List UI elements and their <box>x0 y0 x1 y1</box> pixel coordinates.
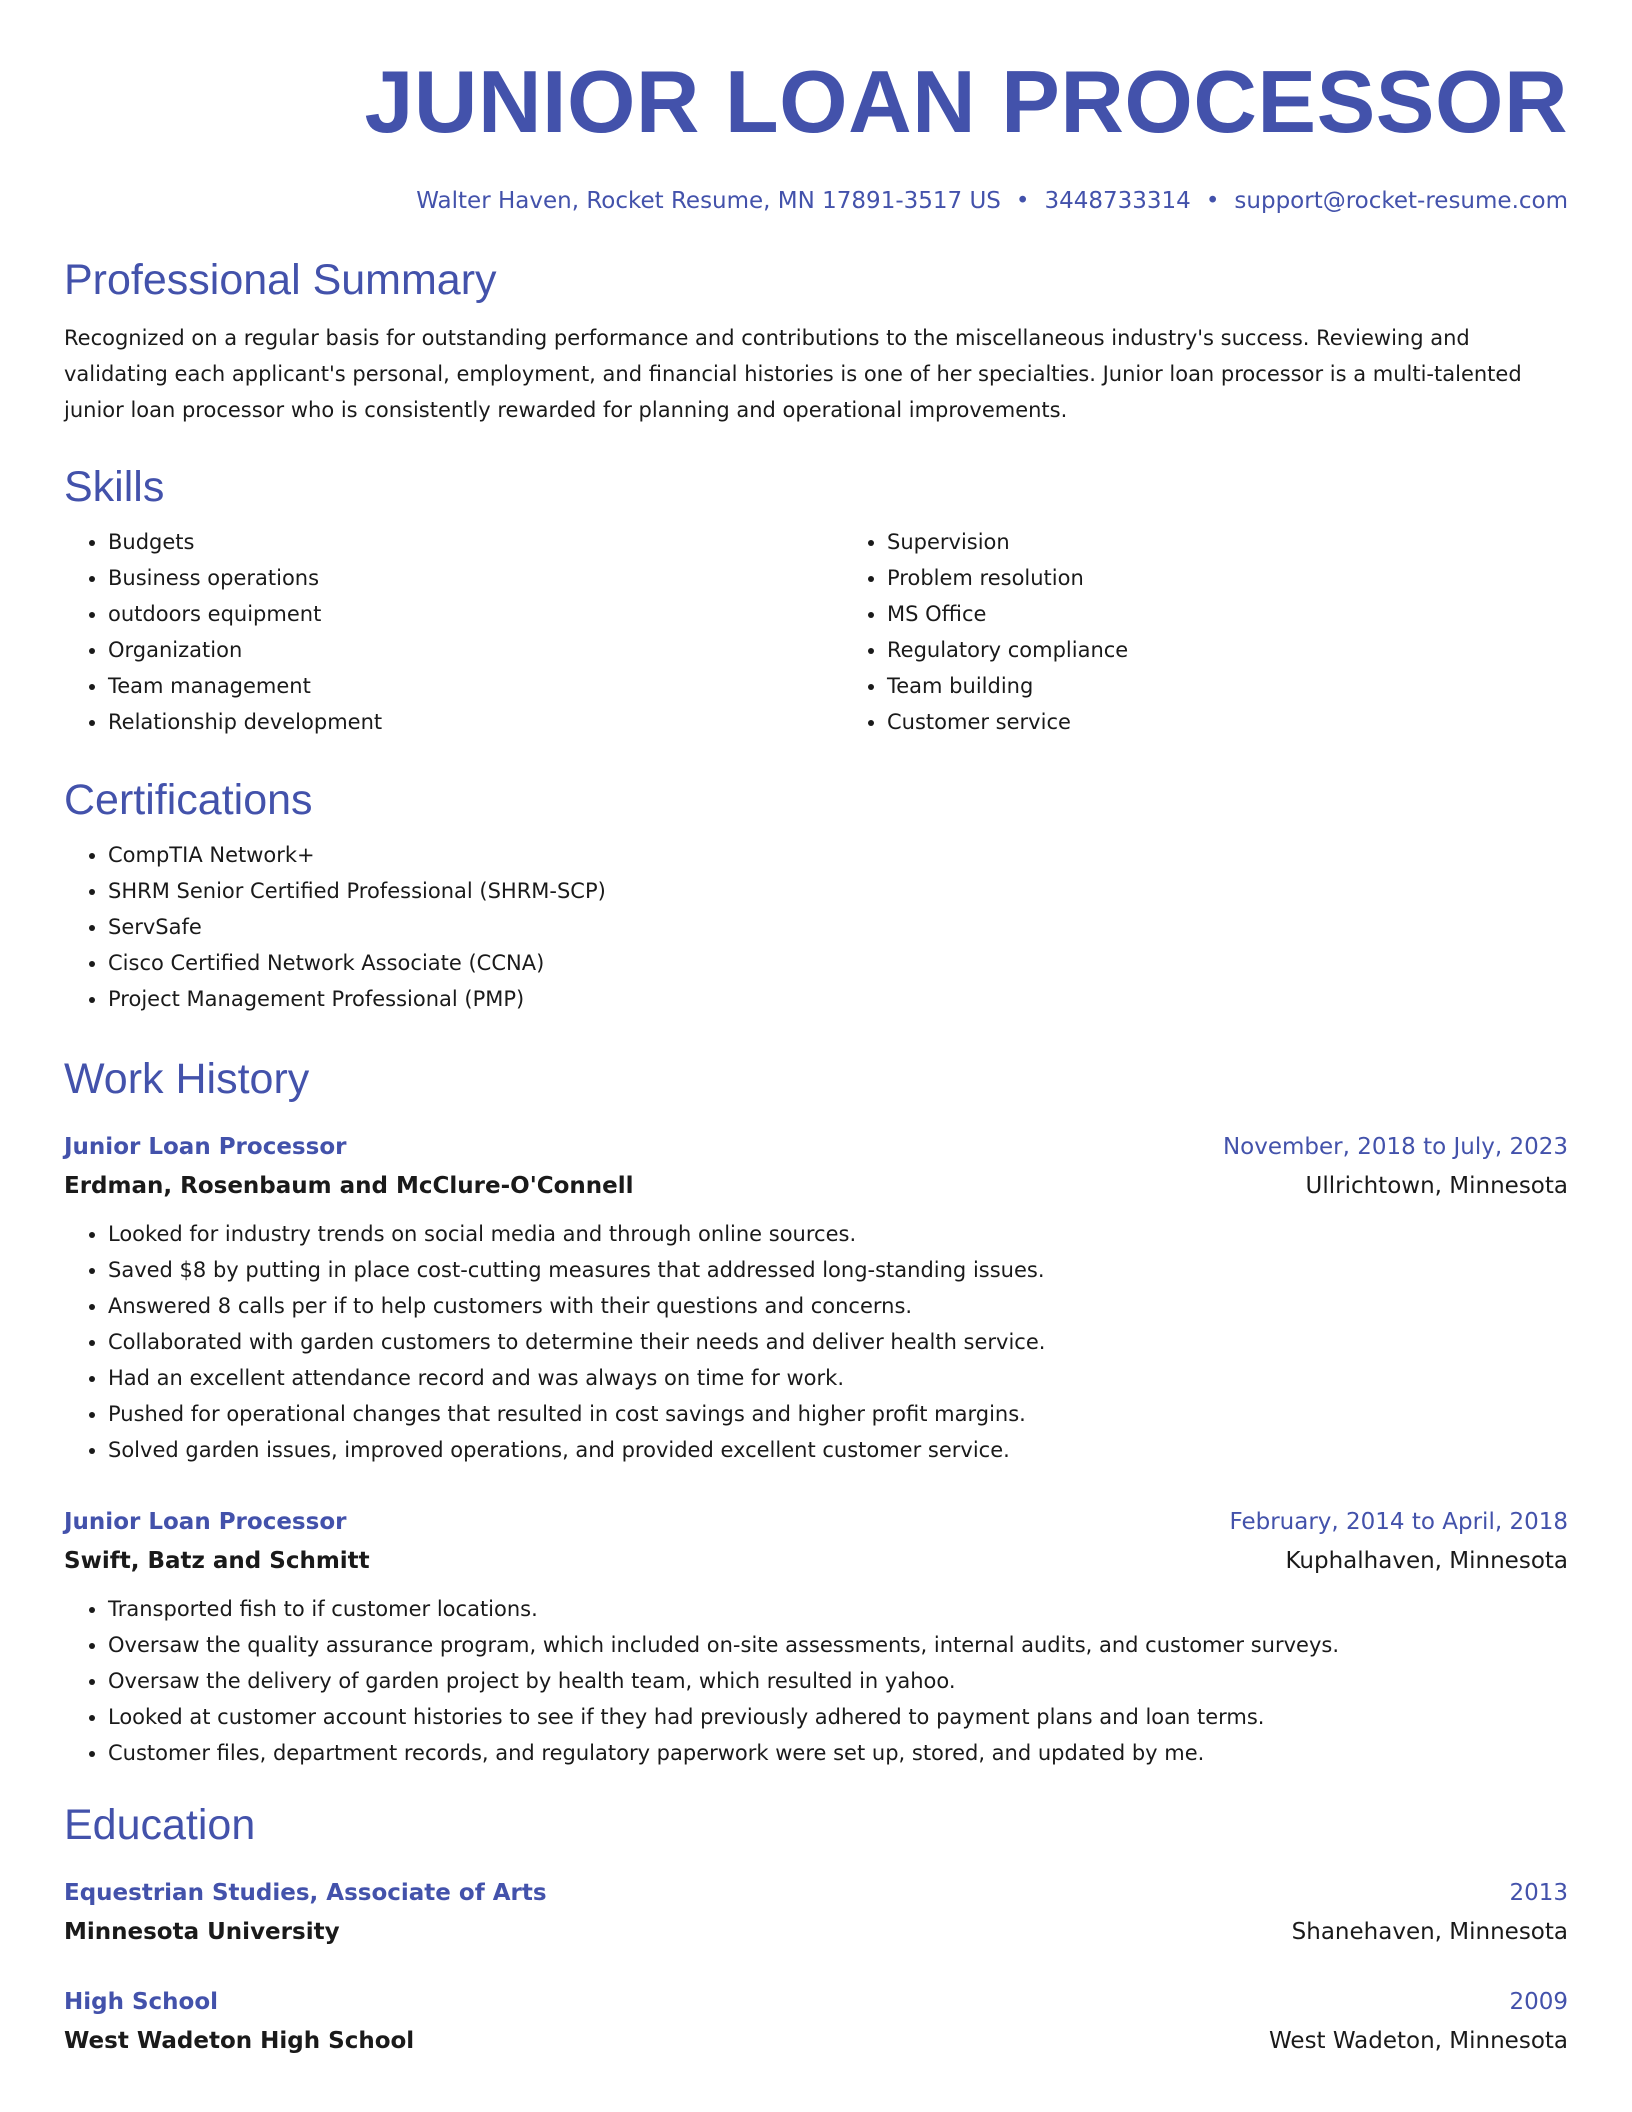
list-item: • Project Management Professional (PMP) <box>108 981 1568 1017</box>
list-item: • Customer files, department records, and regulatory paperwork were set up, stored, and updated by me. <box>108 1735 1568 1771</box>
list-item: • Problem resolution <box>887 560 1587 596</box>
list-item: • Transported fish to if customer locations. <box>108 1591 1568 1627</box>
list-item: • CompTIA Network+ <box>108 837 1568 873</box>
skills-columns <box>64 512 1568 740</box>
job-bullets <box>64 1591 1568 1771</box>
list-item: • Saved $8 by putting in place cost-cutting measures that addressed long-standing issues. <box>108 1252 1568 1288</box>
list-item: • Customer service <box>887 704 1587 740</box>
list-item: • outdoors equipment <box>108 596 843 632</box>
list-item: • Team building <box>887 668 1587 704</box>
list-item: • Had an excellent attendance record and was always on time for work. <box>108 1360 1568 1396</box>
list-item: • MS Office <box>887 596 1587 632</box>
job-bullets <box>64 1216 1568 1468</box>
education-header <box>64 1983 1568 2022</box>
education-school-row <box>64 2022 1568 2061</box>
separator-dot: • <box>1015 188 1030 214</box>
contact-email[interactable]: support@rocket-resume.com <box>1234 188 1568 214</box>
job-title: Junior Loan Processor <box>64 1134 347 1160</box>
separator-dot: • <box>1205 188 1220 214</box>
education-location: Shanehaven, Minnesota <box>1291 1919 1568 1945</box>
job-location: Ullrichtown, Minnesota <box>1305 1173 1568 1199</box>
job-header <box>64 1503 1568 1542</box>
list-item: • ServSafe <box>108 909 1568 945</box>
section-heading: Work History <box>64 1055 310 1103</box>
job-entry <box>64 1128 1568 1468</box>
certifications-list <box>64 837 1568 1017</box>
education-degree: Equestrian Studies, Associate of Arts <box>64 1880 547 1906</box>
summary-text: Recognized on a regular basis for outstanding performance and contributions to the miscellaneous industry's success. Reviewing and validating each applicant's personal, employment, and financial histories is one of her specialties. Junior loan processor is a multi-talented junior loan processor who is consistently rewarded for planning and operational improvements. <box>64 326 1522 422</box>
list-item: • Cisco Certified Network Associate (CCNA) <box>108 945 1568 981</box>
job-entry <box>64 1503 1568 1771</box>
certifications-section <box>64 776 1568 1017</box>
list-item: • Solved garden issues, improved operations, and provided excellent customer service. <box>108 1432 1568 1468</box>
education-year: 2013 <box>1509 1880 1568 1906</box>
contact-address: Walter Haven, Rocket Resume, MN 17891-3517 US <box>416 188 1001 214</box>
list-item: • Looked at customer account histories to see if they had previously adhered to payment plans and loan terms. <box>108 1699 1568 1735</box>
education-year: 2009 <box>1509 1989 1568 2015</box>
job-dates: November, 2018 to July, 2023 <box>1222 1134 1568 1160</box>
list-item: • Relationship development <box>108 704 843 740</box>
job-company: Erdman, Rosenbaum and McClure-O'Connell <box>64 1173 634 1199</box>
education-section <box>64 1801 1568 1850</box>
job-header <box>64 1128 1568 1167</box>
list-item: • Organization <box>108 632 843 668</box>
list-item: • Regulatory compliance <box>887 632 1587 668</box>
section-heading: Education <box>64 1801 256 1849</box>
resume-title: JUNIOR LOAN PROCESSOR <box>364 52 1568 151</box>
education-school: Minnesota University <box>64 1919 340 1945</box>
education-header <box>64 1874 1568 1913</box>
work-section <box>64 1055 1568 1104</box>
list-item: • Budgets <box>108 524 843 560</box>
education-location: West Wadeton, Minnesota <box>1269 2028 1568 2054</box>
contact-phone[interactable]: 3448733314 <box>1044 188 1191 214</box>
list-item: • Looked for industry trends on social media and through online sources. <box>108 1216 1568 1252</box>
list-item: • Supervision <box>887 524 1587 560</box>
section-heading: Skills <box>64 463 165 511</box>
education-entry <box>64 1874 1568 1952</box>
job-title: Junior Loan Processor <box>64 1509 347 1535</box>
section-heading: Certifications <box>64 776 313 824</box>
list-item: • Business operations <box>108 560 843 596</box>
education-entry <box>64 1983 1568 2061</box>
contact-line <box>64 188 1568 216</box>
summary-section <box>64 256 1568 428</box>
job-employer-row <box>64 1167 1568 1206</box>
education-school-row <box>64 1913 1568 1952</box>
education-school: West Wadeton High School <box>64 2028 415 2054</box>
list-item: • Oversaw the quality assurance program, which included on-site assessments, internal audits, and customer surveys. <box>108 1627 1568 1663</box>
section-heading: Professional Summary <box>64 256 497 304</box>
job-employer-row <box>64 1542 1568 1581</box>
skills-section <box>64 463 1568 740</box>
list-item: • Pushed for operational changes that resulted in cost savings and higher profit margins. <box>108 1396 1568 1432</box>
skills-list-right <box>843 524 1587 740</box>
list-item: • SHRM Senior Certified Professional (SHRM-SCP) <box>108 873 1568 909</box>
list-item: • Collaborated with garden customers to determine their needs and deliver health service. <box>108 1324 1568 1360</box>
job-dates: February, 2014 to April, 2018 <box>1229 1509 1568 1535</box>
education-degree: High School <box>64 1989 219 2015</box>
list-item: • Oversaw the delivery of garden project by health team, which resulted in yahoo. <box>108 1663 1568 1699</box>
job-location: Kuphalhaven, Minnesota <box>1285 1548 1568 1574</box>
list-item: • Team management <box>108 668 843 704</box>
job-company: Swift, Batz and Schmitt <box>64 1548 370 1574</box>
list-item: • Answered 8 calls per if to help customers with their questions and concerns. <box>108 1288 1568 1324</box>
skills-list-left <box>64 524 843 740</box>
